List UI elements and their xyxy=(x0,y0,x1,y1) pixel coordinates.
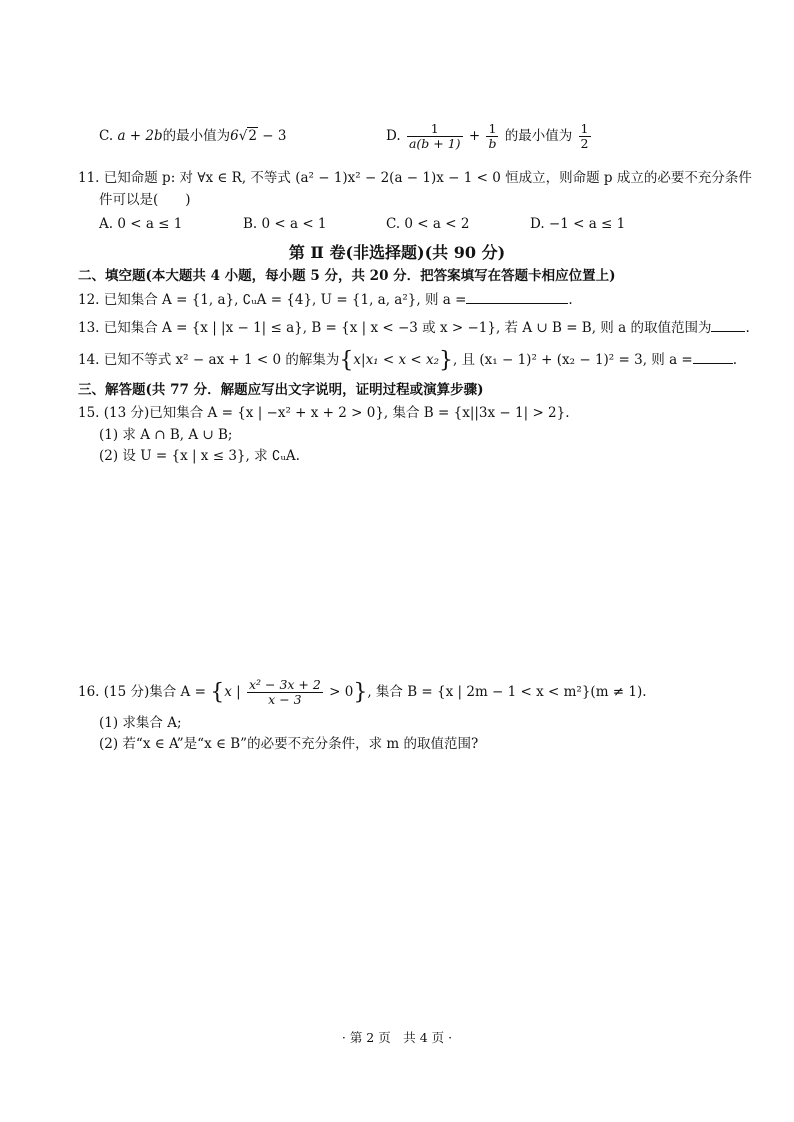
q12-answer-blank[interactable] xyxy=(466,290,568,304)
q14-answer-blank[interactable] xyxy=(693,350,733,364)
page-footer: · 第 2 页 共 4 页 · xyxy=(341,1030,453,1045)
q14-text-pre: 14. 已知不等式 x² − ax + 1 < 0 的解集为 xyxy=(78,352,340,368)
q13-answer-blank[interactable] xyxy=(711,318,745,332)
q12 xyxy=(78,290,573,310)
q16-set-condition: > 0 xyxy=(329,684,354,700)
q15-part-1: (1) 求 A ∩ B, A ∪ B; xyxy=(99,427,233,443)
q14-period: . xyxy=(732,352,738,368)
q16-fraction: $\frac{\text{x² − 3x + 2}}{x - 3}$ xyxy=(248,676,321,707)
q11-option-b: B. 0 < a < 1 xyxy=(243,216,327,232)
q13-period: . xyxy=(745,320,750,336)
fill-in-header: 二、填空题(本大题共 4 小题，每小题 5 分，共 20 分．把答案填写在答题卡相应位置上) xyxy=(78,268,616,284)
q11-option-a: A. 0 < a ≤ 1 xyxy=(99,216,183,232)
q16-text-post: , 集合 B = {x | 2m − 1 < x < m²}(m ≠ 1). xyxy=(367,684,647,700)
q10-option-c-value-tail: − 3 xyxy=(262,128,287,144)
q16-set-var: x | xyxy=(224,684,241,700)
sqrt-sign: √ xyxy=(238,128,248,144)
solve-header: 三、解答题(共 77 分．解题应写出文字说明，证明过程或演算步骤) xyxy=(78,382,484,398)
q10-option-c xyxy=(99,126,286,146)
q16-text-pre: 16. (15 分)集合 A = xyxy=(78,684,206,700)
q11-stem-line2: 件可以是( ) xyxy=(99,192,191,208)
q16-stem xyxy=(78,674,647,711)
q11-option-d: D. −1 < a ≤ 1 xyxy=(530,216,626,232)
q12-text: 12. 已知集合 A = {1, a}, ∁ᵤA = {4}, U = {1, a, a²}, 则 a = xyxy=(78,292,467,308)
q10-option-d-frac1: $\frac{1}{a(b + 1)}$ xyxy=(408,120,461,151)
q13 xyxy=(78,318,750,338)
q10-option-d-text: 的最小值为 xyxy=(504,128,573,144)
q16-brace-close: } xyxy=(353,680,368,705)
q10-option-d-frac2: $\frac{1}{b}$ xyxy=(488,120,497,151)
q13-text: 13. 已知集合 A = {x | |x − 1| ≤ a}, B = {x | x < −3 或 x > −1}, 若 A ∪ B = B, 则 a 的取值范围为 xyxy=(78,320,712,336)
section-2-title: 第 Ⅱ 卷(非选择题)(共 90 分) xyxy=(288,243,506,262)
q14 xyxy=(78,350,737,371)
q16-part-1: (1) 求集合 A; xyxy=(99,715,182,731)
q15-stem: 15. (13 分)已知集合 A = {x | −x² + x + 2 > 0}, 集合 B = {x||3x − 1| > 2}. xyxy=(78,405,570,421)
q14-brace-open: { xyxy=(339,348,354,373)
q10-option-c-label: C. xyxy=(99,128,114,144)
q16-brace-open: { xyxy=(210,680,225,705)
q16-part-2: (2) 若“x ∈ A”是“x ∈ B”的必要不充分条件，求 m 的取值范围? xyxy=(99,736,479,752)
q14-solution-set: x|x₁ < x < x₂ xyxy=(353,352,440,368)
q12-period: . xyxy=(568,292,573,308)
q14-brace-close: } xyxy=(439,348,454,373)
q10-option-d-label: D. xyxy=(386,128,401,144)
q10-option-d-value: $\frac{1}{2}$ xyxy=(580,120,589,151)
q10-option-d xyxy=(386,118,593,154)
q10-option-c-value-root: 2 xyxy=(248,128,257,144)
q14-text-post: , 且 (x₁ − 1)² + (x₂ − 1)² = 3, 则 a = xyxy=(453,352,693,368)
q10-option-d-plus: + xyxy=(468,128,481,144)
q10-option-c-text: 的最小值为 xyxy=(162,128,231,144)
q11-stem-line1: 11. 已知命题 p: 对 ∀x ∈ R, 不等式 (a² − 1)x² − 2(a − 1)x − 1 < 0 恒成立，则命题 p 成立的必要不充分条件 xyxy=(78,170,752,186)
q10-option-c-value-coef: 6 xyxy=(230,128,239,144)
q10-option-c-expr: a + 2b xyxy=(117,128,163,144)
q15-part-2: (2) 设 U = {x | x ≤ 3}, 求 ∁ᵤA. xyxy=(99,448,300,464)
q11-option-c: C. 0 < a < 2 xyxy=(386,216,470,232)
